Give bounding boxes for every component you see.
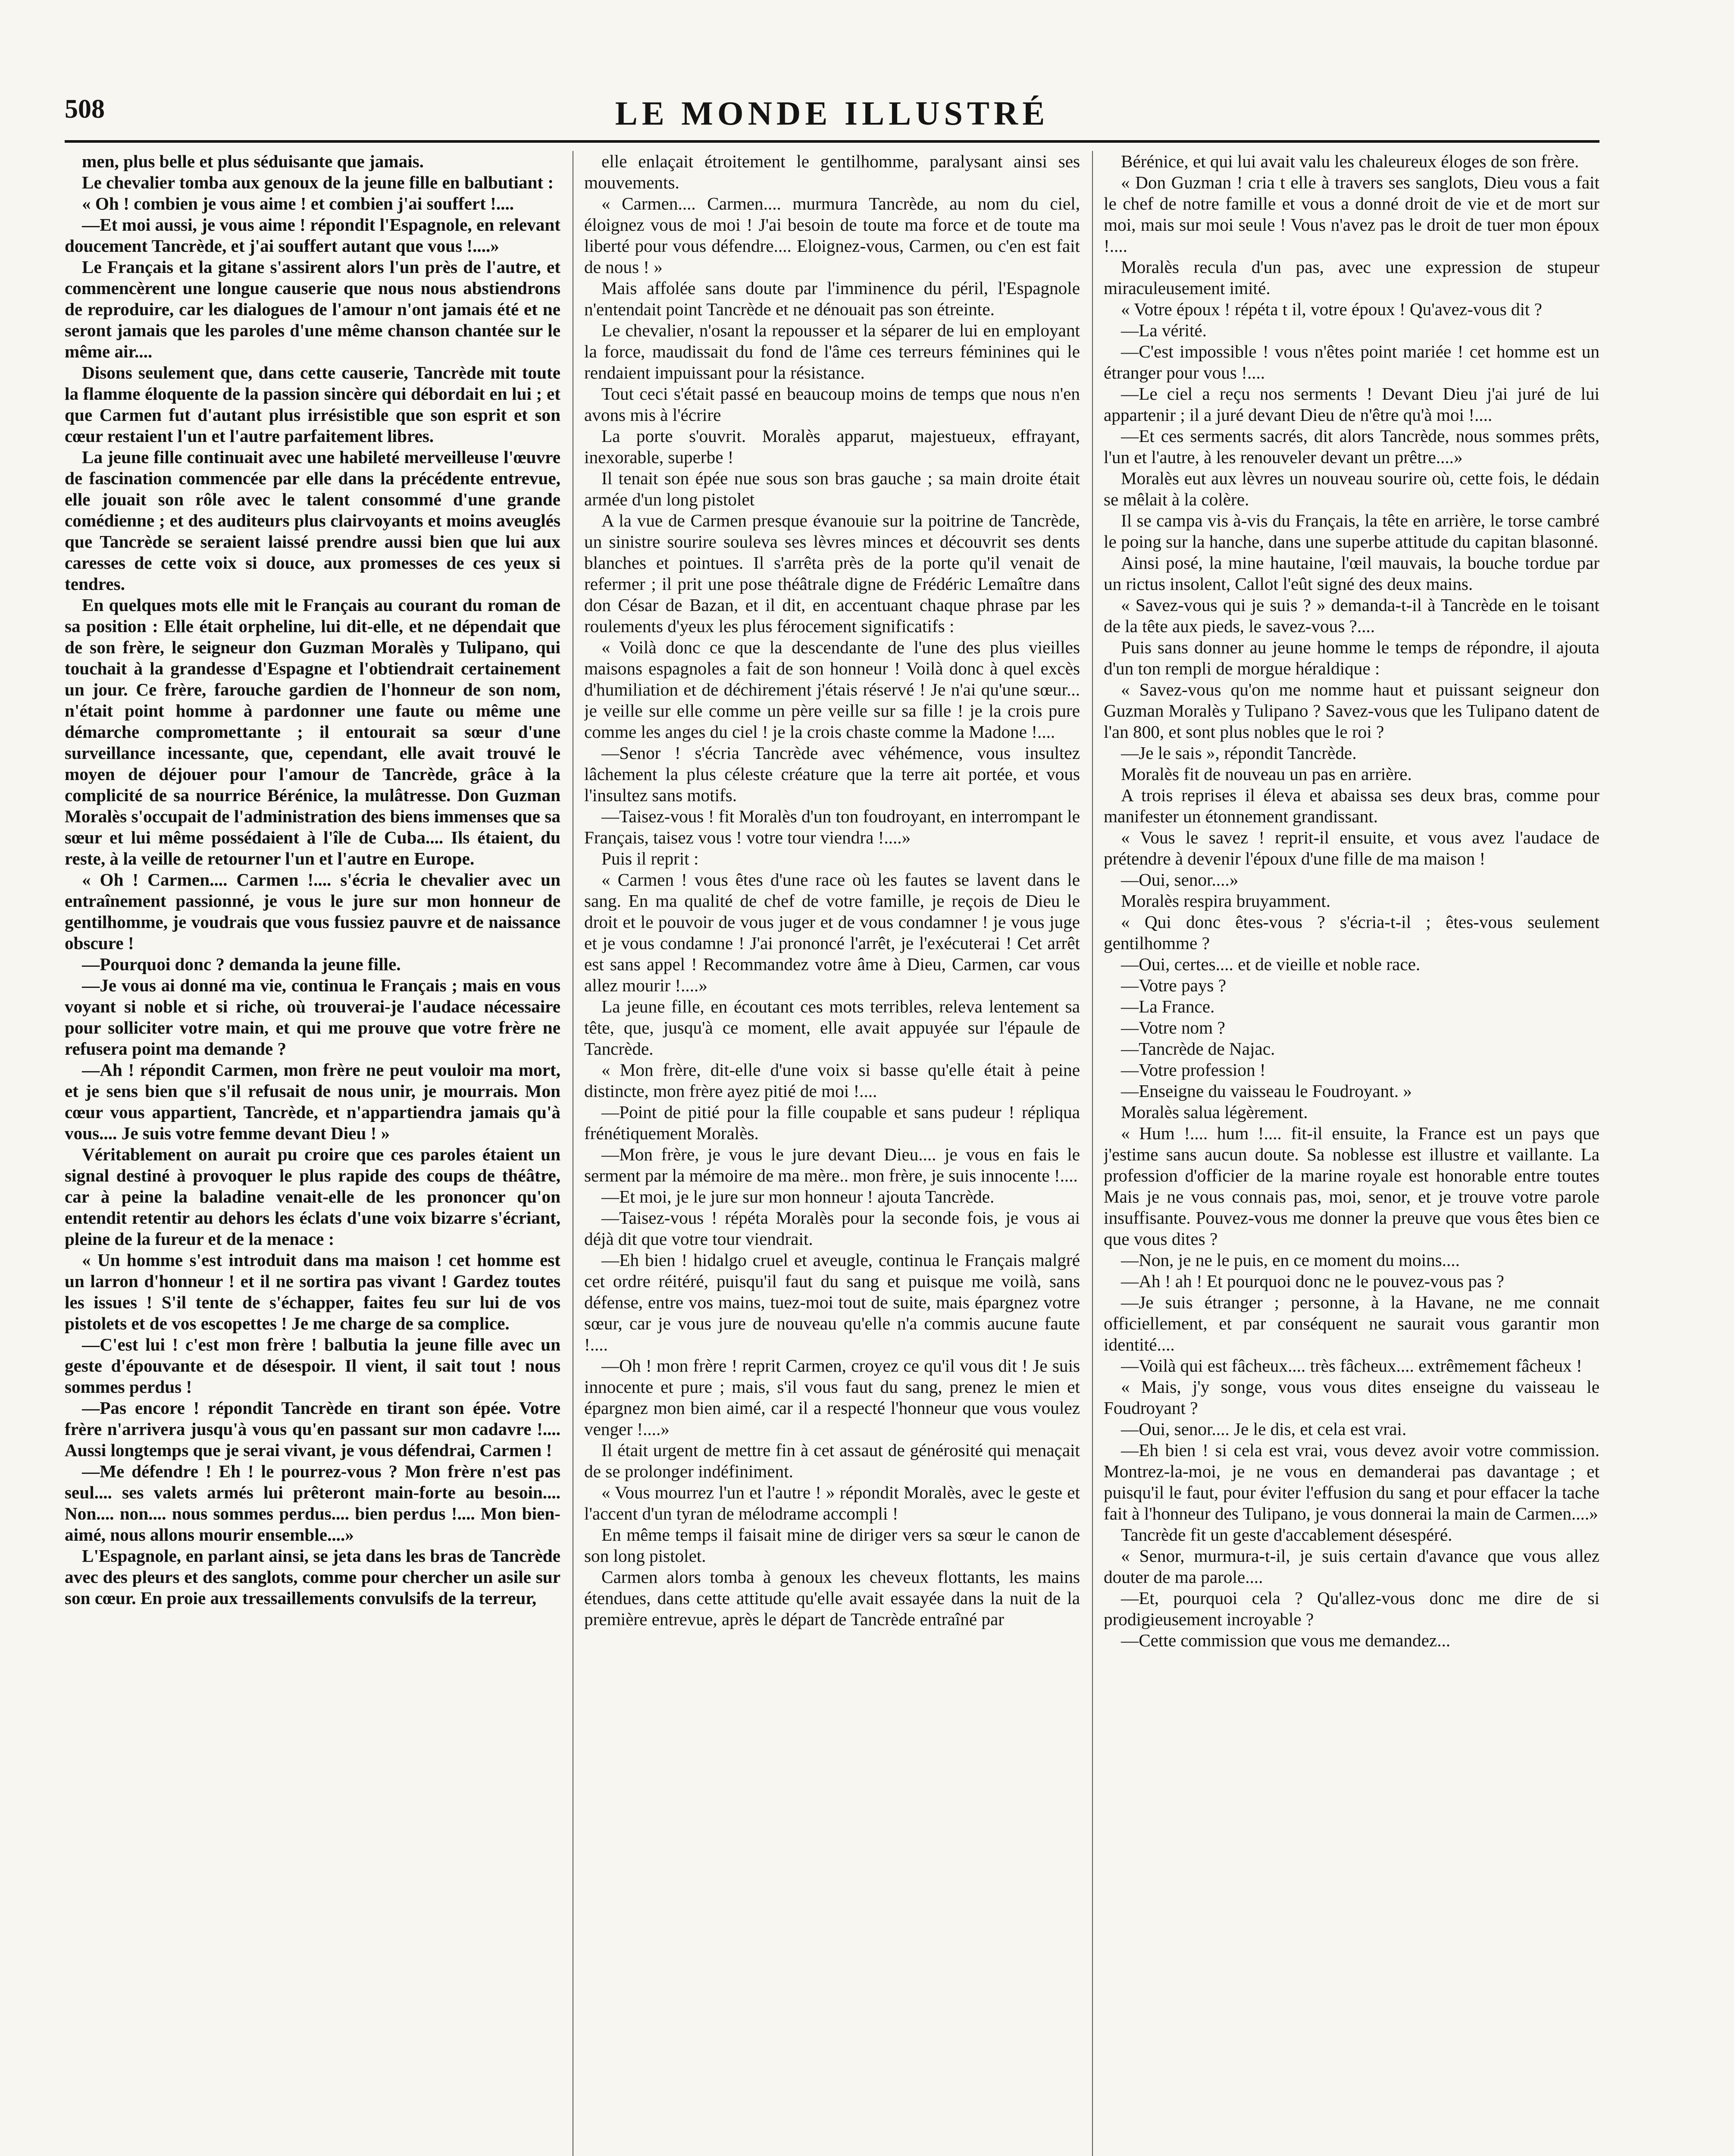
paragraph: « Senor, murmura-t-il, je suis certain d'avance que vous allez douter de ma parole.... — [1104, 1546, 1599, 1587]
paragraph: men, plus belle et plus séduisante que jamais. — [82, 151, 424, 171]
paragraph: Carmen alors tomba à genoux les cheveux flottants, les mains étendues, dans cette attitude qu'elle avait essayée dans la nuit de la première entrevue, après le départ de Tancrède entraîné par — [584, 1567, 1080, 1629]
paragraph: Ainsi posé, la mine hautaine, l'œil mauvais, la bouche tordue par un rictus insolent, Callot l'eût signé des deux mains. — [1104, 553, 1599, 594]
paragraph: —La France. — [1121, 997, 1215, 1016]
paragraph: « Don Guzman ! cria t elle à travers ses sanglots, Dieu vous a fait le chef de notre famille et vous a donné droit de vie et de mort sur moi, mais sur moi seule ! Vous n'avez pas le droit de tuer mon époux !.... — [1104, 172, 1599, 256]
paragraph: « Voilà donc ce que la descendante de l'une des plus vieilles maisons espagnoles a fait de son honneur ! Voilà donc à quel excès d'humiliation et de déchirement j'étais réservé ! Je n'ai qu'une sœur... je veille sur elle comme un père veille sur sa fille ! je la crois pure comme les anges du ciel ! je la crois chaste comme la Madone !.... — [584, 637, 1080, 742]
paragraph: Disons seulement que, dans cette causerie, Tancrède mit toute la flamme éloquente de la passion sincère qui débordait en lui ; et que Carmen fut d'autant plus irrésistible que son esprit et son cœur restaient l'un et l'autre parfaitement libres. — [65, 363, 560, 446]
paragraph: —C'est lui ! c'est mon frère ! balbutia la jeune fille avec un geste d'épouvante et de désespoir. Il vient, il sait tout ! nous sommes perdus ! — [65, 1335, 560, 1397]
paragraph: —Eh bien ! si cela est vrai, vous devez avoir votre commission. Montrez-la-moi, je ne vous en demanderai pas davantage ; et puisqu'il le faut, pour éviter l'effusion du sang et pour effacer la tache fait à l'honneur des Tulipano, je vous donnerai la main de Carmen....» — [1104, 1440, 1599, 1523]
masthead: LE MONDE ILLUSTRÉ — [615, 94, 1049, 132]
page-number: 508 — [65, 94, 105, 124]
paragraph: —Taisez-vous ! répéta Moralès pour la seconde fois, je vous ai déjà dit que votre tour viendrait. — [584, 1208, 1080, 1249]
paragraph: elle enlaçait étroitement le gentilhomme, paralysant ainsi ses mouvements. — [584, 151, 1080, 192]
paragraph: —Mon frère, je vous le jure devant Dieu.... je vous en fais le serment par la mémoire de ma mère.. mon frère, je suis innocente !.... — [584, 1144, 1080, 1185]
paragraph: En même temps il faisait mine de diriger vers sa sœur le canon de son long pistolet. — [584, 1525, 1080, 1566]
paragraph: Bérénice, et qui lui avait valu les chaleureux éloges de son frère. — [1121, 151, 1579, 171]
paragraph: —Voilà qui est fâcheux.... très fâcheux.... extrêmement fâcheux ! — [1121, 1356, 1582, 1376]
paragraph: « Un homme s'est introduit dans ma maison ! cet homme est un larron d'honneur ! et il ne sortira pas vivant ! Gardez toutes les issues ! S'il tente de s'échapper, faites feu sur lui de vos pistolets et de vos escopettes ! Je me charge de sa complice. — [65, 1250, 560, 1333]
paragraph: —Et moi, je le jure sur mon honneur ! ajouta Tancrède. — [601, 1187, 995, 1206]
paragraph: —Oui, senor.... Je le dis, et cela est vrai. — [1121, 1419, 1407, 1439]
paragraph: Moralès respira bruyamment. — [1121, 891, 1331, 911]
paragraph: —Votre nom ? — [1121, 1018, 1225, 1037]
paragraph: La jeune fille, en écoutant ces mots terribles, releva lentement sa tête, que, jusqu'à ce moment, elle avait appuyée sur l'épaule de Tancrède. — [584, 997, 1080, 1059]
column-3 — [1104, 151, 1599, 2156]
paragraph: Le chevalier tomba aux genoux de la jeune fille en balbutiant : — [82, 172, 554, 192]
paragraph: —Non, je ne le puis, en ce moment du moins.... — [1121, 1250, 1460, 1270]
paragraph: « Votre époux ! répéta t il, votre époux ! Qu'avez-vous dit ? — [1121, 299, 1542, 319]
paragraph: —Point de pitié pour la fille coupable et sans pudeur ! répliqua frénétiquement Moralès. — [584, 1102, 1080, 1143]
paragraph: « Vous le savez ! reprit-il ensuite, et vous avez l'audace de prétendre à devenir l'époux d'une fille de ma maison ! — [1104, 827, 1599, 868]
paragraph: —Le ciel a reçu nos serments ! Devant Dieu j'ai juré de lui appartenir ; il a juré devant Dieu de n'être qu'à moi !.... — [1104, 384, 1599, 425]
paragraph: « Mon frère, dit-elle d'une voix si basse qu'elle était à peine distincte, mon frère ayez pitié de moi !.... — [584, 1060, 1080, 1101]
paragraph: Il tenait son épée nue sous son bras gauche ; sa main droite était armée d'un long pistolet — [584, 468, 1080, 509]
paragraph: —Oui, senor....» — [1121, 870, 1239, 890]
paragraph: « Oh ! Carmen.... Carmen !.... s'écria le chevalier avec un entraînement passionné, je vous le jure sur mon honneur de gentilhomme, je voudrais que vous fussiez pauvre et de naissance obscure ! — [65, 870, 560, 953]
paragraph: —Me défendre ! Eh ! le pourrez-vous ? Mon frère n'est pas seul.... ses valets armés lui prêteront main-forte au besoin.... Non.... non.... nous sommes perdus.... bien perdus !.... Mon bien-aimé, nous allons mourir ensemble....» — [65, 1461, 560, 1545]
paragraph: —Senor ! s'écria Tancrède avec véhémence, vous insultez lâchement la plus céleste créature que la terre ait portée, et vous l'insultez sans motifs. — [584, 743, 1080, 805]
paragraph: —Je le sais », répondit Tancrède. — [1121, 743, 1357, 763]
paragraph: Tancrède fit un geste d'accablement désespéré. — [1121, 1525, 1452, 1545]
paragraph: —Votre pays ? — [1121, 975, 1227, 995]
paragraph: —Oui, certes.... et de vieille et noble race. — [1121, 954, 1421, 974]
paragraph: —Eh bien ! hidalgo cruel et aveugle, continua le Français malgré cet ordre réitéré, puisqu'il faut du sang et puisque me voilà, sans défense, entre vos mains, tuez-moi tout de suite, mais épargnez votre sœur, car je vous jure de nouveau qu'elle n'a commis aucune faute !.... — [584, 1250, 1080, 1354]
paragraph: « Savez-vous qui je suis ? » demanda-t-il à Tancrède en le toisant de la tête aux pieds, le savez-vous ?.... — [1104, 595, 1599, 636]
header-rule — [65, 140, 1599, 143]
paragraph: « Carmen.... Carmen.... murmura Tancrède, au nom du ciel, éloignez vous de moi ! J'ai besoin de toute ma force et de toute ma liberté pour vous défendre.... Eloignez-vous, Carmen, ou c'en est fait de nous ! » — [584, 194, 1080, 277]
paragraph: « Savez-vous qu'on me nomme haut et puissant seigneur don Guzman Moralès y Tulipano ? Savez-vous que les Tulipano datent de l'an 800, et sont plus nobles que le roi ? — [1104, 680, 1599, 742]
paragraph: « Vous mourrez l'un et l'autre ! » répondit Moralès, avec le geste et l'accent d'un tyran de mélodrame accompli ! — [584, 1482, 1080, 1523]
paragraph: La jeune fille continuait avec une habileté merveilleuse l'œuvre de fascination commencée par elle dans la précédente entrevue, elle jouait son rôle avec le talent consommé d'une grande comédienne ; et des auditeurs plus clairvoyants et moins aveuglés que Tancrède se seraient laissé prendre aussi bien que lui aux caresses de cette voix si douce, aux promesses de ces yeux si tendres. — [65, 447, 560, 594]
paragraph: —Pas encore ! répondit Tancrède en tirant son épée. Votre frère n'arrivera jusqu'à vous qu'en passant sur mon cadavre !.... Aussi longtemps que je serai vivant, je vous défendrai, Carmen ! — [65, 1398, 560, 1460]
paragraph: Moralès recula d'un pas, avec une expression de stupeur miraculeusement imité. — [1104, 257, 1599, 298]
paragraph: —Je vous ai donné ma vie, continua le Français ; mais en vous voyant si noble et si riche, où trouverai-je l'audace nécessaire pour solliciter votre main, et qui me prouve que votre frère ne refusera point ma demande ? — [65, 975, 560, 1059]
column-divider — [1092, 151, 1093, 2156]
paragraph: —La vérité. — [1121, 320, 1207, 340]
paragraph: Véritablement on aurait pu croire que ces paroles étaient un signal destiné à provoquer le plus rapide des coups de théâtre, car à peine la baladine venait-elle de les prononcer qu'on entendit retentir au dehors les éclats d'une voix bizarre s'écriant, pleine de la fureur et de la menace : — [65, 1144, 560, 1249]
paragraph: En quelques mots elle mit le Français au courant du roman de sa position : Elle était orpheline, lui dit-elle, et ne dépendait que de son frère, le seigneur don Guzman Moralès y Tulipano, qui touchait à la grandesse d'Espagne et l'obtiendrait certainement un jour. Ce frère, farouche gardien de l'honneur de son nom, n'était point homme à pardonner une faute ou même une démarche compromettante ; il entourait sa sœur d'une surveillance incessante, que, cependant, elle avait trouvé le moyen de déjouer pour l'amour de Tancrède, grâce à la complicité de sa nourrice Bérénice, la mulâtresse. Don Guzman Moralès s'occupait de l'administration des biens immenses que sa sœur et lui même possédaient à l'île de Cuba.... Ils étaient, du reste, à la veille de retourner l'un et l'autre en Europe. — [65, 595, 560, 868]
paragraph: Puis sans donner au jeune homme le temps de répondre, il ajouta d'un ton rempli de morgue héraldique : — [1104, 637, 1599, 678]
column-1 — [65, 151, 560, 2156]
paragraph: « Hum !.... hum !.... fit-il ensuite, la France est un pays que j'estime sans aucun doute. Sa noblesse est illustre et vaillante. La profession d'officier de la marine royale est honorable entre toutes Mais je ne vous connais pas, moi, senor, et je trouve votre parole insuffisante. Pouvez-vous me donner la preuve que vous êtes bien ce que vous dites ? — [1104, 1123, 1599, 1249]
paragraph: « Oh ! combien je vous aime ! et combien j'ai souffert !.... — [82, 194, 514, 213]
paragraph: —Et, pourquoi cela ? Qu'allez-vous donc me dire de si prodigieusement incroyable ? — [1104, 1588, 1599, 1629]
paragraph: A trois reprises il éleva et abaissa ses deux bras, comme pour manifester un étonnement grandissant. — [1104, 785, 1599, 826]
paragraph: —Et moi aussi, je vous aime ! répondit l'Espagnole, en relevant doucement Tancrède, et j'ai souffert autant que vous !....» — [65, 215, 560, 256]
paragraph: Tout ceci s'était passé en beaucoup moins de temps que nous n'en avons mis à l'écrire — [584, 384, 1080, 425]
paragraph: « Qui donc êtes-vous ? s'écria-t-il ; êtes-vous seulement gentilhomme ? — [1104, 912, 1599, 953]
paragraph: —Oh ! mon frère ! reprit Carmen, croyez ce qu'il vous dit ! Je suis innocente et pure ; mais, s'il vous faut du sang, prenez le mien et épargnez mon bien aimé, car il a respecté l'honneur que vous voulez venger !....» — [584, 1356, 1080, 1439]
paragraph: Puis il reprit : — [601, 849, 699, 868]
paragraph: A la vue de Carmen presque évanouie sur la poitrine de Tancrède, un sinistre sourire souleva ses lèvres minces et découvrit ses dents blanches et pointues. Il s'arrêta près de la porte qu'il venait de refermer ; il prit une pose théâtrale digne de Frédéric Lemaître dans don César de Bazan, et il dit, en accentuant chaque phrase par les roulements d'yeux les plus férocement significatifs : — [584, 511, 1080, 636]
paragraph: —Enseigne du vaisseau le Foudroyant. » — [1121, 1081, 1412, 1101]
paragraph: —C'est impossible ! vous n'êtes point mariée ! cet homme est un étranger pour vous !.... — [1104, 342, 1599, 382]
paragraph: —Ah ! répondit Carmen, mon frère ne peut vouloir ma mort, et je sens bien que s'il refusait de nous unir, je mourrais. Mon cœur vous appartient, Tancrède, et n'appartiendra jamais qu'à vous.... Je suis votre femme devant Dieu ! » — [65, 1060, 560, 1143]
paragraph: La porte s'ouvrit. Moralès apparut, majestueux, effrayant, inexorable, superbe ! — [584, 426, 1080, 467]
paragraph: L'Espagnole, en parlant ainsi, se jeta dans les bras de Tancrède avec des pleurs et des sanglots, comme pour chercher un asile sur son cœur. En proie aux tressaillements convulsifs de la terreur, — [65, 1546, 560, 1608]
paragraph: Mais affolée sans doute par l'imminence du péril, l'Espagnole n'entendait point Tancrède et ne dénouait pas son étreinte. — [584, 278, 1080, 319]
paragraph: —Tancrède de Najac. — [1121, 1039, 1275, 1059]
paragraph: —Pourquoi donc ? demanda la jeune fille. — [82, 954, 401, 974]
paragraph: —Et ces serments sacrés, dit alors Tancrède, nous sommes prêts, l'un et l'autre, à les renouveler devant un prêtre....» — [1104, 426, 1599, 467]
paragraph: « Mais, j'y songe, vous vous dites enseigne du vaisseau le Foudroyant ? — [1104, 1377, 1599, 1418]
paragraph: —Je suis étranger ; personne, à la Havane, ne me connait officiellement, et par conséquent ne saurait vous garantir mon identité.... — [1104, 1292, 1599, 1354]
paragraph: « Carmen ! vous êtes d'une race où les fautes se lavent dans le sang. En ma qualité de chef de votre famille, je reçois de Dieu le droit et le pouvoir de vous juger et de vous condamner ! je vous juge et je vous condamne ! J'ai prononcé l'arrêt, je l'exécuterai ! Cet arrêt est sans appel ! Recommandez votre âme à Dieu, Carmen, car vous allez mourir !....» — [584, 870, 1080, 995]
page-header — [65, 94, 1599, 137]
text-columns — [65, 151, 1599, 2156]
paragraph: Il se campa vis à-vis du Français, la tête en arrière, le torse cambré le poing sur la hanche, dans une superbe attitude du capitan blasonné. — [1104, 511, 1599, 552]
paragraph: Moralès eut aux lèvres un nouveau sourire où, cette fois, le dédain se mêlait à la colère. — [1104, 468, 1599, 509]
paragraph: Le chevalier, n'osant la repousser et la séparer de lui en employant la force, maudissait du fond de l'âme ces terreurs féminines qui le rendaient impuissant pour la résistance. — [584, 320, 1080, 382]
paragraph: Moralès salua légèrement. — [1121, 1102, 1308, 1122]
paragraph: Moralès fit de nouveau un pas en arrière. — [1121, 764, 1412, 784]
paragraph: Il était urgent de mettre fin à cet assaut de générosité qui menaçait de se prolonger indéfiniment. — [584, 1440, 1080, 1481]
paragraph: —Ah ! ah ! Et pourquoi donc ne le pouvez-vous pas ? — [1121, 1271, 1504, 1291]
paragraph: Le Français et la gitane s'assirent alors l'un près de l'autre, et commencèrent une longue causerie que nous nous abstiendrons de reproduire, car les dialogues de l'amour n'ont jamais été et ne seront jamais que les paroles d'une même chanson chantée sur le même air.... — [65, 257, 560, 361]
paragraph: —Votre profession ! — [1121, 1060, 1266, 1080]
paragraph: —Taisez-vous ! fit Moralès d'un ton foudroyant, en interrompant le Français, taisez vous ! votre tour viendra !....» — [584, 806, 1080, 847]
column-2 — [584, 151, 1080, 2156]
paragraph: —Cette commission que vous me demandez... — [1121, 1630, 1451, 1650]
